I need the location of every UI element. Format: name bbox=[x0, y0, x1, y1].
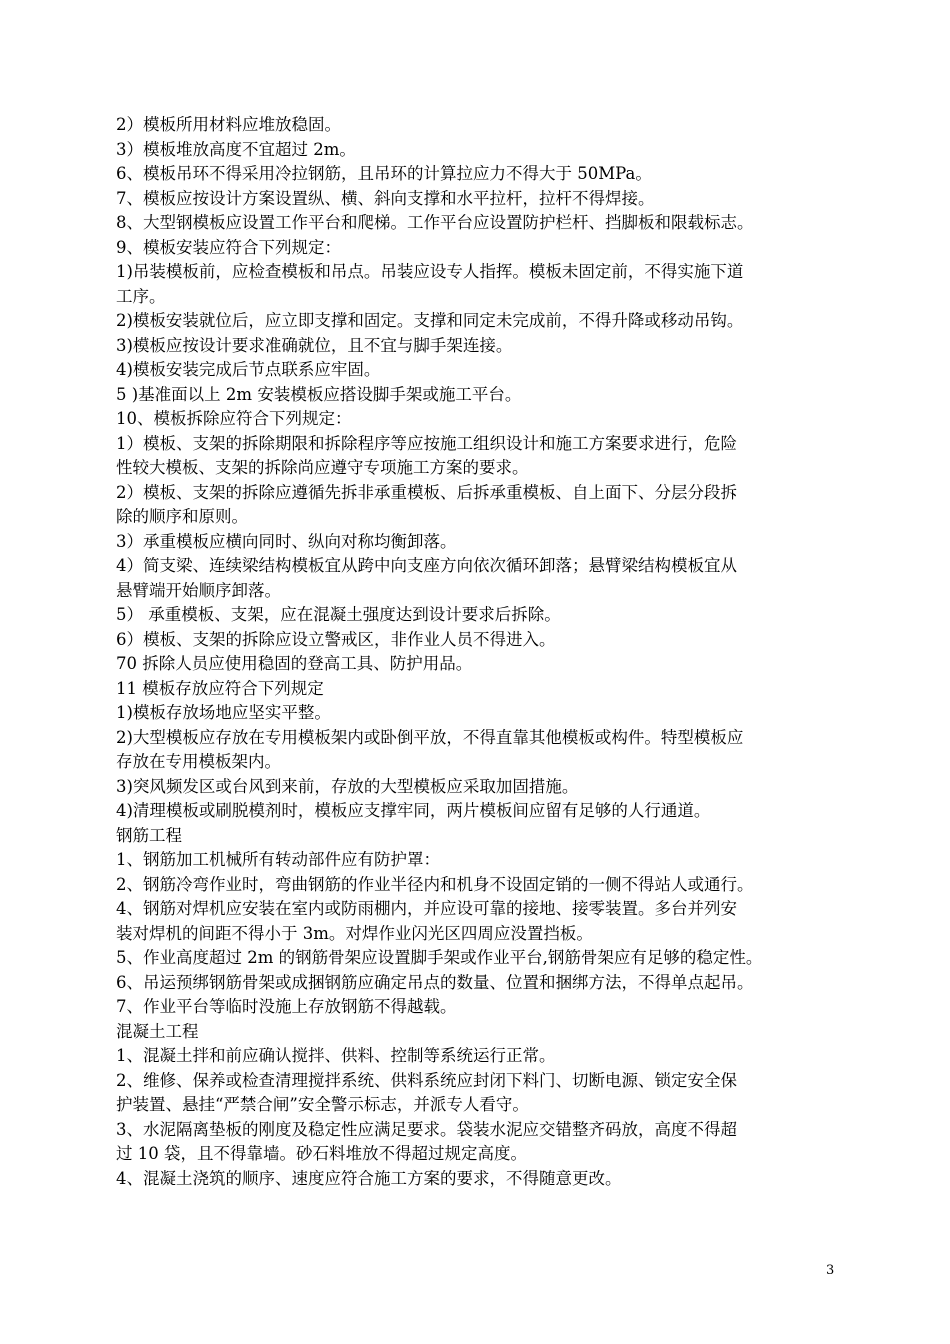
text-line: 护装置、悬挂“严禁合闸”安全警示标志，并派专人看守。 bbox=[116, 1095, 529, 1114]
text-line: 工序。 bbox=[116, 286, 166, 306]
text-line: 装对焊机的间距不得小于 3m。对焊作业闪光区四周应没置挡板。 bbox=[116, 923, 593, 943]
page-number: 3 bbox=[826, 1263, 835, 1278]
text-line: 8、大型钢模板应设置工作平台和爬梯。工作平台应设置防护栏杆、挡脚板和限载标志。 bbox=[116, 213, 754, 232]
text-line: 70 拆除人员应使用稳固的登高工具、防护用品。 bbox=[116, 654, 473, 673]
text-line: 11 模板存放应符合下列规定 bbox=[116, 678, 324, 698]
text-line: 3、水泥隔离垫板的刚度及稳定性应满足要求。袋装水泥应交错整齐码放，高度不得超 bbox=[116, 1119, 737, 1139]
text-line: 2、维修、保养或检查清理搅拌系统、供料系统应封闭下料门、切断电源、锁定安全保 bbox=[116, 1070, 737, 1090]
text-line: 过 10 袋，且不得靠墙。砂石料堆放不得超过规定高度。 bbox=[116, 1144, 527, 1163]
text-line: 除的顺序和原则。 bbox=[116, 507, 248, 526]
text-line: 1、混凝土拌和前应确认搅拌、供料、控制等系统运行正常。 bbox=[116, 1046, 556, 1065]
text-line: 4、钢筋对焊机应安装在室内或防雨棚内，并应设可靠的接地、接零装置。多台并列安 bbox=[116, 899, 737, 918]
text-line: 3）模板堆放高度不宜超过 2m。 bbox=[116, 139, 356, 159]
text-line: 7、作业平台等临时没施上存放钢筋不得越载。 bbox=[116, 997, 457, 1016]
text-line: 6、模板吊环不得采用冷拉钢筋，且吊环的计算拉应力不得大于 50MPa。 bbox=[116, 164, 652, 183]
text-line: 性较大模板、支架的拆除尚应遵守专项施工方案的要求。 bbox=[116, 458, 529, 477]
text-line: 9、模板安装应符合下列规定： bbox=[116, 237, 341, 257]
text-line: 1)模板存放场地应坚实平整。 bbox=[116, 703, 331, 722]
text-line: 5、作业高度超过 2m 的钢筋骨架应设置脚手架或作业平台,钢筋骨架应有足够的稳定性。 bbox=[116, 948, 763, 967]
text-line: 4）简支梁、连续梁结构模板宜从跨中向支座方向依次循环卸落；悬臂梁结构模板宜从 bbox=[116, 556, 737, 575]
document-body bbox=[116, 113, 838, 1191]
text-line: 3）承重模板应横向同时、纵向对称均衡卸落。 bbox=[116, 531, 457, 551]
text-line: 7、模板应按设计方案设置纵、横、斜向支撑和水平拉杆，拉杆不得焊接。 bbox=[116, 188, 655, 208]
text-line: 悬臂端开始顺序卸落。 bbox=[116, 580, 281, 600]
text-line: 2)模板安装就位后，应立即支撑和固定。支撑和同定未完成前，不得升降或移动吊钩。 bbox=[116, 311, 744, 330]
text-line: 4、混凝土浇筑的顺序、速度应符合施工方案的要求，不得随意更改。 bbox=[116, 1168, 622, 1188]
text-line: 钢筋工程 bbox=[116, 825, 182, 845]
text-line: 3)模板应按设计要求准确就位，且不宜与脚手架连接。 bbox=[116, 335, 513, 355]
text-line: 2)大型模板应存放在专用模板架内或卧倒平放，不得直靠其他模板或构件。特型模板应 bbox=[116, 727, 744, 747]
text-line: 2、钢筋冷弯作业时，弯曲钢筋的作业半径内和机身不设固定销的一侧不得站人或通行。 bbox=[116, 874, 754, 894]
text-line: 5） 承重模板、支架，应在混凝土强度达到设计要求后拆除。 bbox=[116, 605, 561, 624]
text-line: 3)突风频发区或台风到来前，存放的大型模板应采取加固措施。 bbox=[116, 776, 579, 796]
text-line: 10、模板拆除应符合下列规定： bbox=[116, 409, 352, 428]
text-line: 4)模板安装完成后节点联系应牢固。 bbox=[116, 360, 381, 379]
text-line: 5 )基准面以上 2m 安装模板应搭设脚手架或施工平台。 bbox=[116, 384, 522, 404]
text-line: 混凝土工程 bbox=[116, 1021, 199, 1041]
text-line: 2）模板、支架的拆除应遵循先拆非承重模板、后拆承重模板、自上面下、分层分段拆 bbox=[116, 482, 737, 502]
text-line: 1)吊装模板前，应检查模板和吊点。吊装应设专人指挥。模板未固定前，不得实施下道 bbox=[116, 262, 744, 281]
text-line: 6）模板、支架的拆除应设立警戒区，非作业人员不得进入。 bbox=[116, 629, 556, 649]
text-line: 6、吊运预绑钢筋骨架或成捆钢筋应确定吊点的数量、位置和捆绑方法，不得单点起吊。 bbox=[116, 972, 754, 992]
text-line: 4)清理模板或刷脱模剂时，模板应支撑牢同，两片模板间应留有足够的人行通道。 bbox=[116, 801, 711, 820]
text-line: 1、钢筋加工机械所有转动部件应有防护罩： bbox=[116, 850, 440, 869]
text-line: 2）模板所用材料应堆放稳固。 bbox=[116, 115, 341, 134]
text-line: 存放在专用模板架内。 bbox=[116, 752, 281, 771]
text-line: 1）模板、支架的拆除期限和拆除程序等应按施工组织设计和施工方案要求进行，危险 bbox=[116, 433, 737, 453]
